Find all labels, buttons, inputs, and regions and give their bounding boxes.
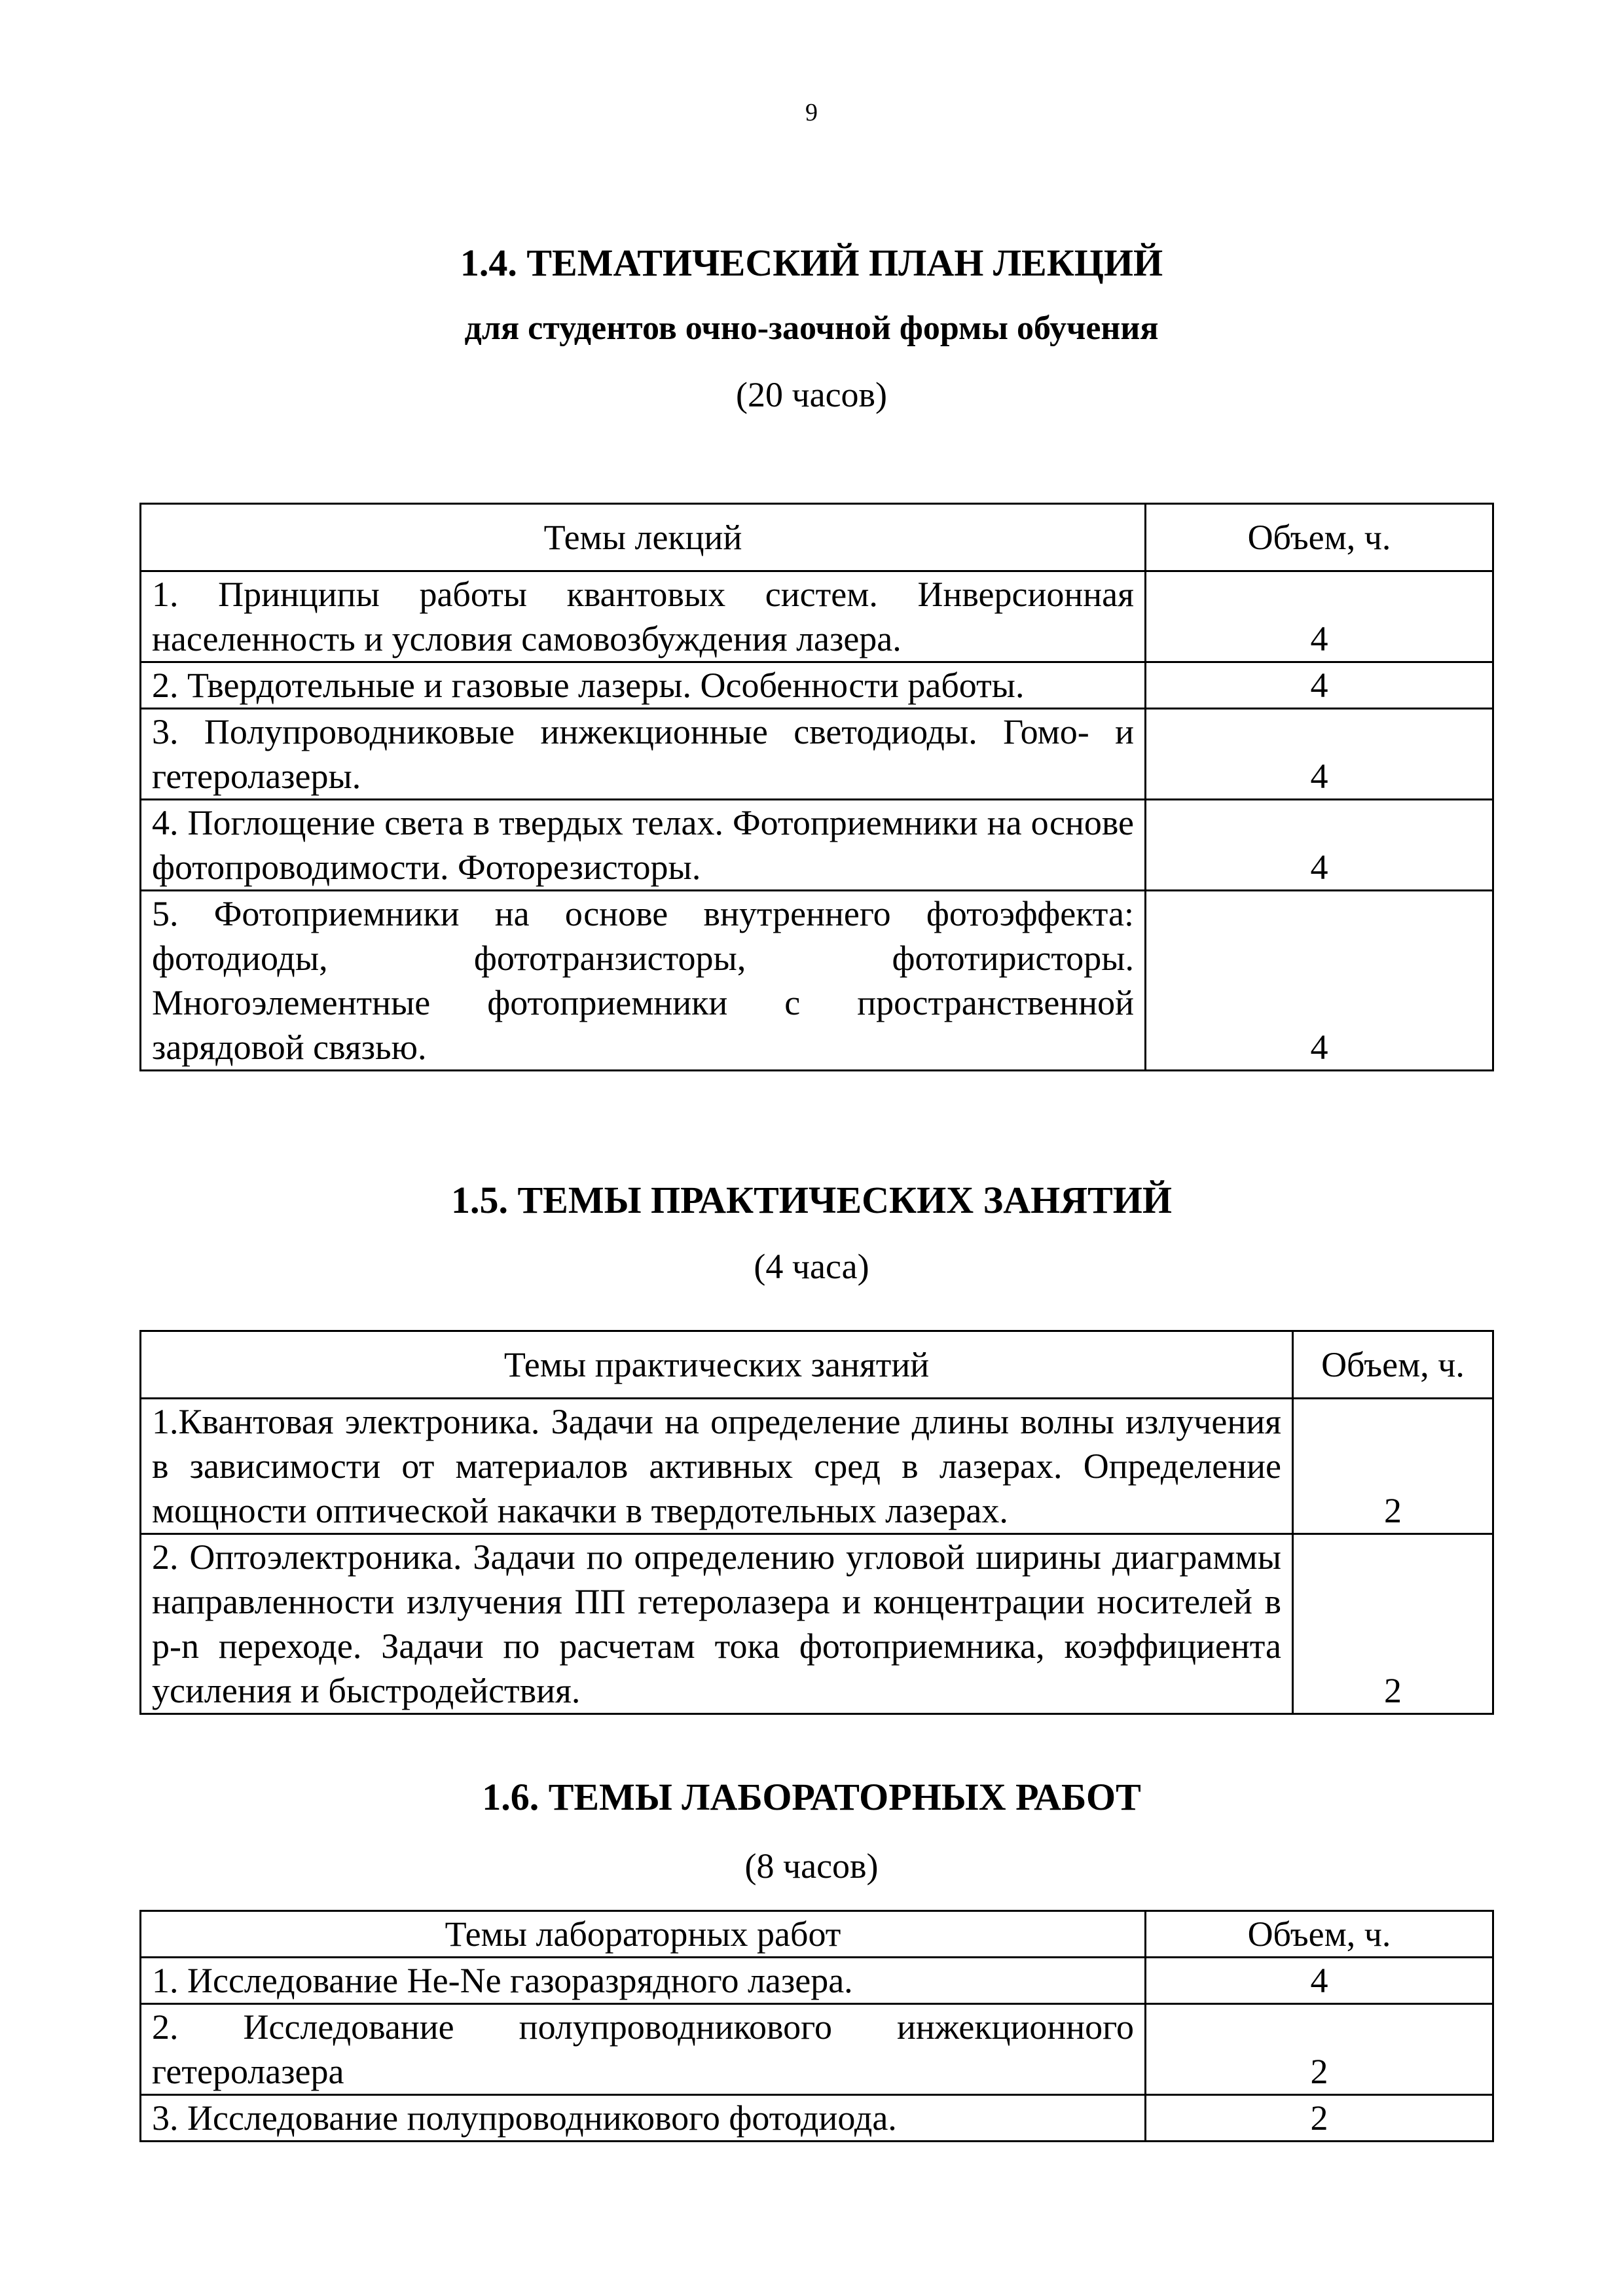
table-row	[141, 1534, 1493, 1714]
volume-cell: 2	[1293, 1399, 1493, 1534]
table-row	[141, 800, 1493, 891]
labs-title: 1.6. ТЕМЫ ЛАБОРАТОРНЫХ РАБОТ	[482, 1776, 1141, 1818]
header-topic: Темы лабораторных работ	[141, 1911, 1146, 1958]
header-volume: Объем, ч.	[1146, 1911, 1493, 1958]
lectures-subtitle: для студентов очно-заочной формы обучения	[464, 310, 1159, 347]
topic-cell: 2. Твердотельные и газовые лазеры. Особенности работы.	[141, 662, 1146, 709]
table-row	[141, 571, 1493, 662]
table-row	[141, 891, 1493, 1071]
topic-cell: 3. Полупроводниковые инжекционные светодиоды. Гомо- и гетеролазеры.	[141, 709, 1146, 800]
header-volume: Объем, ч.	[1293, 1331, 1493, 1399]
table-header-row	[141, 1911, 1493, 1958]
table-row	[141, 1958, 1493, 2004]
topic-cell: 5. Фотоприемники на основе внутреннего фотоэффекта: фотодиоды, фототранзисторы, фототиристоры. Многоэлементные фотоприемники с пространственной зарядовой связью.	[141, 891, 1146, 1071]
topic-cell: 1.Квантовая электроника. Задачи на определение длины волны излучения в зависимости от материалов активных сред в лазерах. Определение мощности оптической накачки в твердотельных лазерах.	[141, 1399, 1293, 1534]
volume-cell: 4	[1146, 709, 1493, 800]
lectures-hours: (20 часов)	[735, 375, 888, 414]
volume-cell: 4	[1146, 662, 1493, 709]
labs-hours: (8 часов)	[744, 1846, 879, 1886]
header-topic: Темы лекций	[141, 504, 1146, 571]
table-row	[141, 1399, 1493, 1534]
volume-cell: 4	[1146, 571, 1493, 662]
volume-cell: 4	[1146, 891, 1493, 1071]
table-header-row	[141, 504, 1493, 571]
practical-title: 1.5. ТЕМЫ ПРАКТИЧЕСКИХ ЗАНЯТИЙ	[450, 1179, 1173, 1221]
table-row	[141, 662, 1493, 709]
volume-cell: 2	[1146, 2095, 1493, 2142]
table-row	[141, 2004, 1493, 2095]
header-volume: Объем, ч.	[1146, 504, 1493, 571]
page-number: 9	[805, 99, 818, 126]
header-topic: Темы практических занятий	[141, 1331, 1293, 1399]
topic-cell: 1. Принципы работы квантовых систем. Инверсионная населенность и условия самовозбуждения лазера.	[141, 571, 1146, 662]
topic-cell: 2. Исследование полупроводникового инжекционного гетеролазера	[141, 2004, 1146, 2095]
volume-cell: 2	[1293, 1534, 1493, 1714]
topic-cell: 1. Исследование He-Ne газоразрядного лазера.	[141, 1958, 1146, 2004]
volume-cell: 2	[1146, 2004, 1493, 2095]
topic-cell: 2. Оптоэлектроника. Задачи по определению угловой ширины диаграммы направленности излучения ПП гетеролазера и концентрации носителей в p-n переходе. Задачи по расчетам тока фотоприемника, коэффициента усиления и быстродействия.	[141, 1534, 1293, 1714]
lectures-table	[139, 503, 1494, 1071]
labs-table	[139, 1910, 1494, 2142]
topic-cell: 3. Исследование полупроводникового фотодиода.	[141, 2095, 1146, 2142]
volume-cell: 4	[1146, 800, 1493, 891]
practical-table	[139, 1330, 1494, 1715]
table-row	[141, 2095, 1493, 2142]
lectures-title: 1.4. ТЕМАТИЧЕСКИЙ ПЛАН ЛЕКЦИЙ	[460, 242, 1163, 284]
practical-hours: (4 часа)	[754, 1247, 869, 1286]
table-row	[141, 709, 1493, 800]
table-header-row	[141, 1331, 1493, 1399]
topic-cell: 4. Поглощение света в твердых телах. Фотоприемники на основе фотопроводимости. Фоторезисторы.	[141, 800, 1146, 891]
volume-cell: 4	[1146, 1958, 1493, 2004]
